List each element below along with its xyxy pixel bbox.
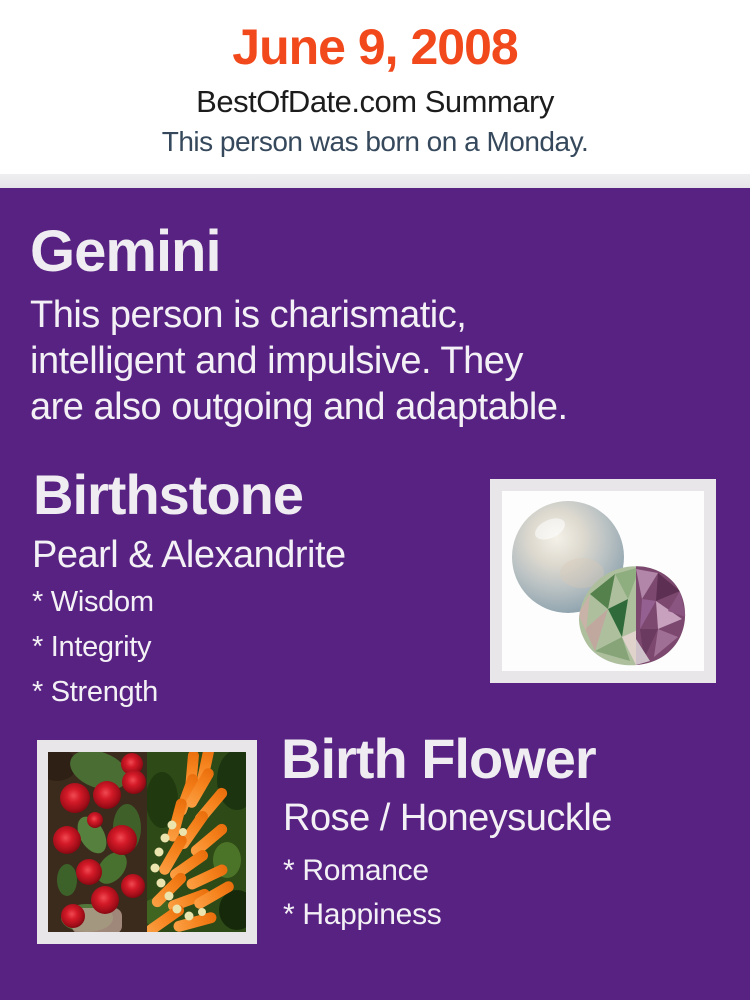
- birth-flower-trait: * Romance: [283, 854, 429, 887]
- zodiac-heading: Gemini: [30, 219, 221, 284]
- birth-flower-names: Rose / Honeysuckle: [283, 797, 612, 839]
- zodiac-description-line: This person is charismatic,: [30, 294, 467, 336]
- header-divider: [0, 174, 750, 188]
- birthstone-heading: Birthstone: [33, 463, 303, 526]
- zodiac-description-line: intelligent and impulsive. They: [30, 340, 523, 382]
- birth-flower-trait: * Happiness: [283, 898, 442, 931]
- birthstone-trait: * Wisdom: [32, 586, 154, 618]
- date-title: June 9, 2008: [232, 19, 518, 75]
- birthstone-trait: * Integrity: [32, 631, 152, 663]
- site-summary-title: BestOfDate.com Summary: [196, 84, 554, 119]
- pearl-and-alexandrite-photo: [490, 479, 716, 683]
- roses-and-honeysuckle-photo: [37, 740, 257, 944]
- zodiac-description-line: are also outgoing and adaptable.: [30, 386, 568, 428]
- birthstone-trait: * Strength: [32, 676, 158, 708]
- zodiac-description: [30, 292, 710, 430]
- flower-photo-svg: [37, 740, 257, 944]
- born-weekday-line: This person was born on a Monday.: [161, 126, 589, 157]
- honeysuckle-image: [141, 745, 257, 937]
- purple-body: [0, 188, 750, 1000]
- birthstone-names: Pearl & Alexandrite: [32, 534, 346, 576]
- birthstone-photo-svg: [490, 479, 716, 683]
- birth-flower-heading: Birth Flower: [281, 727, 596, 790]
- roses-image: [37, 743, 147, 934]
